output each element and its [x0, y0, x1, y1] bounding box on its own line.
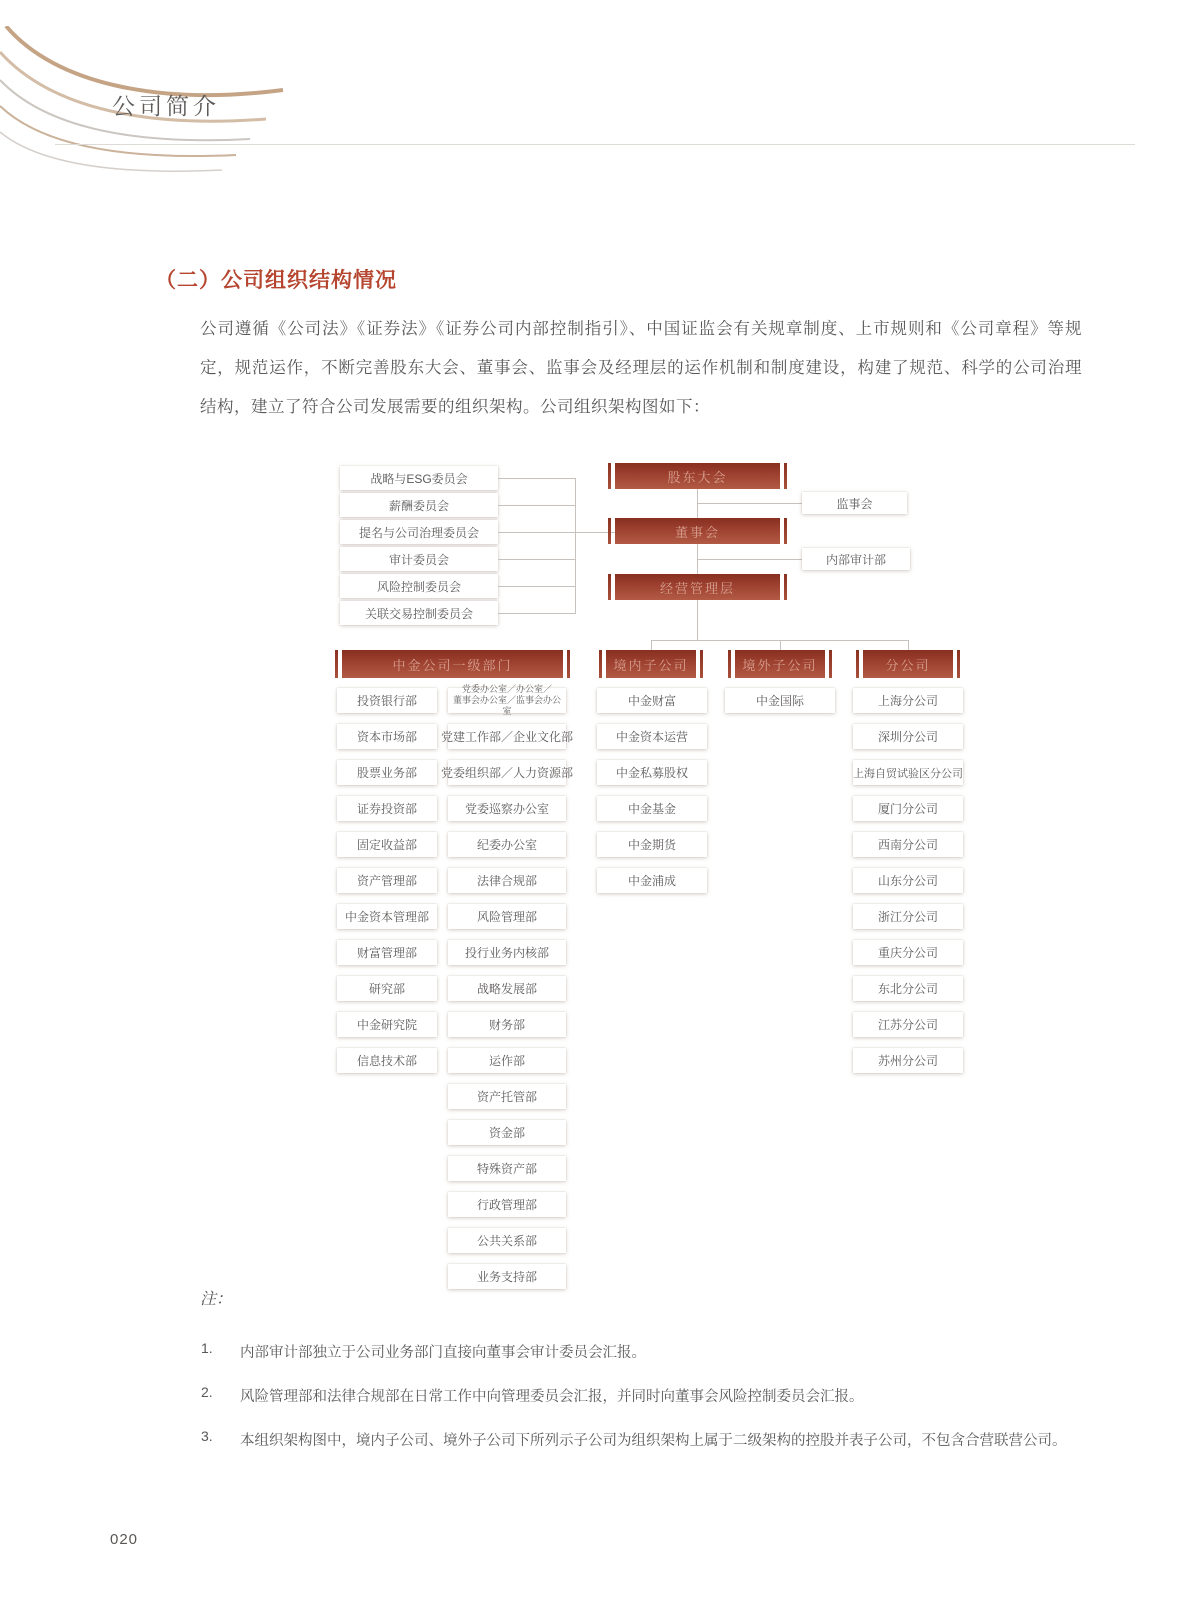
- department-box: 战略发展部: [448, 976, 566, 1001]
- note-number: 3.: [201, 1428, 213, 1444]
- department-box: 法律合规部: [448, 868, 566, 893]
- note-text: 本组织架构图中，境内子公司、境外子公司下所列示子公司为组织架构上属于二级架构的控股并表子公司，不包含合营联营公司。: [240, 1433, 1067, 1449]
- department-box: 党建工作部／企业文化部: [448, 724, 566, 749]
- committee-box: 风险控制委员会: [340, 574, 498, 598]
- subsidiary-box: 中金私募股权: [597, 760, 707, 785]
- endcap-bar: [728, 650, 731, 678]
- subsidiary-box: 中金期货: [597, 832, 707, 857]
- group-header-departments: 中金公司一级部门: [335, 650, 570, 678]
- branch-box: 苏州分公司: [853, 1048, 963, 1073]
- committee-box: 薪酬委员会: [340, 493, 498, 517]
- group-header-domestic-subsidiaries: 境内子公司: [599, 650, 703, 678]
- department-box: 投行业务内核部: [448, 940, 566, 965]
- page-header-title: 公司简介: [112, 94, 220, 119]
- connector-line: [780, 640, 781, 650]
- board-of-directors-box: 董事会: [608, 518, 787, 544]
- department-box: 业务支持部: [448, 1264, 566, 1289]
- office-cluster-box: 党委办公室／办公室／ 董事会办公室／监事会办公室: [448, 688, 566, 713]
- department-box: 运作部: [448, 1048, 566, 1073]
- department-box: 资产托管部: [448, 1084, 566, 1109]
- department-box: 党委巡察办公室: [448, 796, 566, 821]
- department-box: 资本市场部: [337, 724, 437, 749]
- note-text: 内部审计部独立于公司业务部门直接向董事会审计委员会汇报。: [240, 1345, 646, 1361]
- internal-audit-box: 内部审计部: [802, 548, 910, 570]
- subsidiary-box: 中金浦成: [597, 868, 707, 893]
- department-box: 中金研究院: [337, 1012, 437, 1037]
- committee-box: 关联交易控制委员会: [340, 601, 498, 625]
- endcap-bar: [784, 574, 787, 600]
- committee-box: 审计委员会: [340, 547, 498, 571]
- branch-box: 上海分公司: [853, 688, 963, 713]
- connector-line: [498, 586, 575, 587]
- branch-box: 深圳分公司: [853, 724, 963, 749]
- page-number: 020: [110, 1531, 139, 1548]
- department-box: 研究部: [337, 976, 437, 1001]
- note-number: 2.: [201, 1384, 213, 1400]
- group-header-branches: 分公司: [856, 650, 960, 678]
- department-box: 证券投资部: [337, 796, 437, 821]
- section-title: （二）公司组织结构情况: [155, 269, 397, 292]
- department-box: 财务部: [448, 1012, 566, 1037]
- connector-line: [498, 559, 575, 560]
- subsidiary-box: 中金基金: [597, 796, 707, 821]
- committee-box: 战略与ESG委员会: [340, 466, 498, 490]
- branch-box: 东北分公司: [853, 976, 963, 1001]
- branch-box: 西南分公司: [853, 832, 963, 857]
- department-box: 行政管理部: [448, 1192, 566, 1217]
- subsidiary-box: 中金国际: [725, 688, 835, 713]
- connector-line: [498, 478, 575, 479]
- management-layer-box: 经营管理层: [608, 574, 787, 600]
- department-box: 纪委办公室: [448, 832, 566, 857]
- endcap-bar: [567, 650, 570, 678]
- connector-line: [697, 600, 698, 640]
- subsidiary-box: 中金资本运营: [597, 724, 707, 749]
- connector-line: [575, 478, 576, 614]
- department-box: 党委组织部／人力资源部: [448, 760, 566, 785]
- note-number: 1.: [201, 1340, 213, 1356]
- intro-paragraph: 公司遵循《公司法》《证券法》《证券公司内部控制指引》、中国证监会有关规章制度、上市规则和《公司章程》等规定，规范运作，不断完善股东大会、董事会、监事会及经理层的运作机制和制度建设，构建了规范、科学的公司治理结构，建立了符合公司发展需要的组织架构。公司组织架构图如下：: [200, 320, 1082, 416]
- endcap-bar: [784, 463, 787, 489]
- endcap-bar: [599, 650, 602, 678]
- department-box: 特殊资产部: [448, 1156, 566, 1181]
- committee-box: 提名与公司治理委员会: [340, 520, 498, 544]
- endcap-bar: [335, 650, 338, 678]
- endcap-bar: [608, 574, 611, 600]
- header-divider: [55, 144, 1135, 145]
- endcap-bar: [957, 650, 960, 678]
- branch-box: 上海自贸试验区分公司: [853, 760, 963, 785]
- branch-box: 江苏分公司: [853, 1012, 963, 1037]
- subsidiary-box: 中金财富: [597, 688, 707, 713]
- branch-box: 山东分公司: [853, 868, 963, 893]
- supervisory-board-box: 监事会: [802, 492, 907, 514]
- department-box: 股票业务部: [337, 760, 437, 785]
- department-box: 信息技术部: [337, 1048, 437, 1073]
- department-box: 固定收益部: [337, 832, 437, 857]
- connector-line: [651, 640, 652, 650]
- branch-box: 厦门分公司: [853, 796, 963, 821]
- connector-line: [698, 559, 802, 560]
- department-box: 投资银行部: [337, 688, 437, 713]
- endcap-bar: [784, 518, 787, 544]
- shareholders-meeting-box: 股东大会: [608, 463, 787, 489]
- connector-line: [908, 640, 909, 650]
- connector-line: [498, 532, 575, 533]
- connector-line: [498, 505, 575, 506]
- department-box: 资金部: [448, 1120, 566, 1145]
- branch-box: 浙江分公司: [853, 904, 963, 929]
- connector-line: [698, 503, 802, 504]
- group-header-overseas-subsidiaries: 境外子公司: [728, 650, 832, 678]
- department-box: 风险管理部: [448, 904, 566, 929]
- department-box: 财富管理部: [337, 940, 437, 965]
- department-box: 中金资本管理部: [337, 904, 437, 929]
- endcap-bar: [608, 463, 611, 489]
- endcap-bar: [608, 518, 611, 544]
- endcap-bar: [829, 650, 832, 678]
- department-box: 资产管理部: [337, 868, 437, 893]
- endcap-bar: [856, 650, 859, 678]
- note-text: 风险管理部和法律合规部在日常工作中向管理委员会汇报，并同时向董事会风险控制委员会汇报。: [240, 1389, 864, 1405]
- connector-line: [498, 613, 575, 614]
- department-box: 公共关系部: [448, 1228, 566, 1253]
- branch-box: 重庆分公司: [853, 940, 963, 965]
- endcap-bar: [700, 650, 703, 678]
- notes-label: 注：: [200, 1291, 233, 1308]
